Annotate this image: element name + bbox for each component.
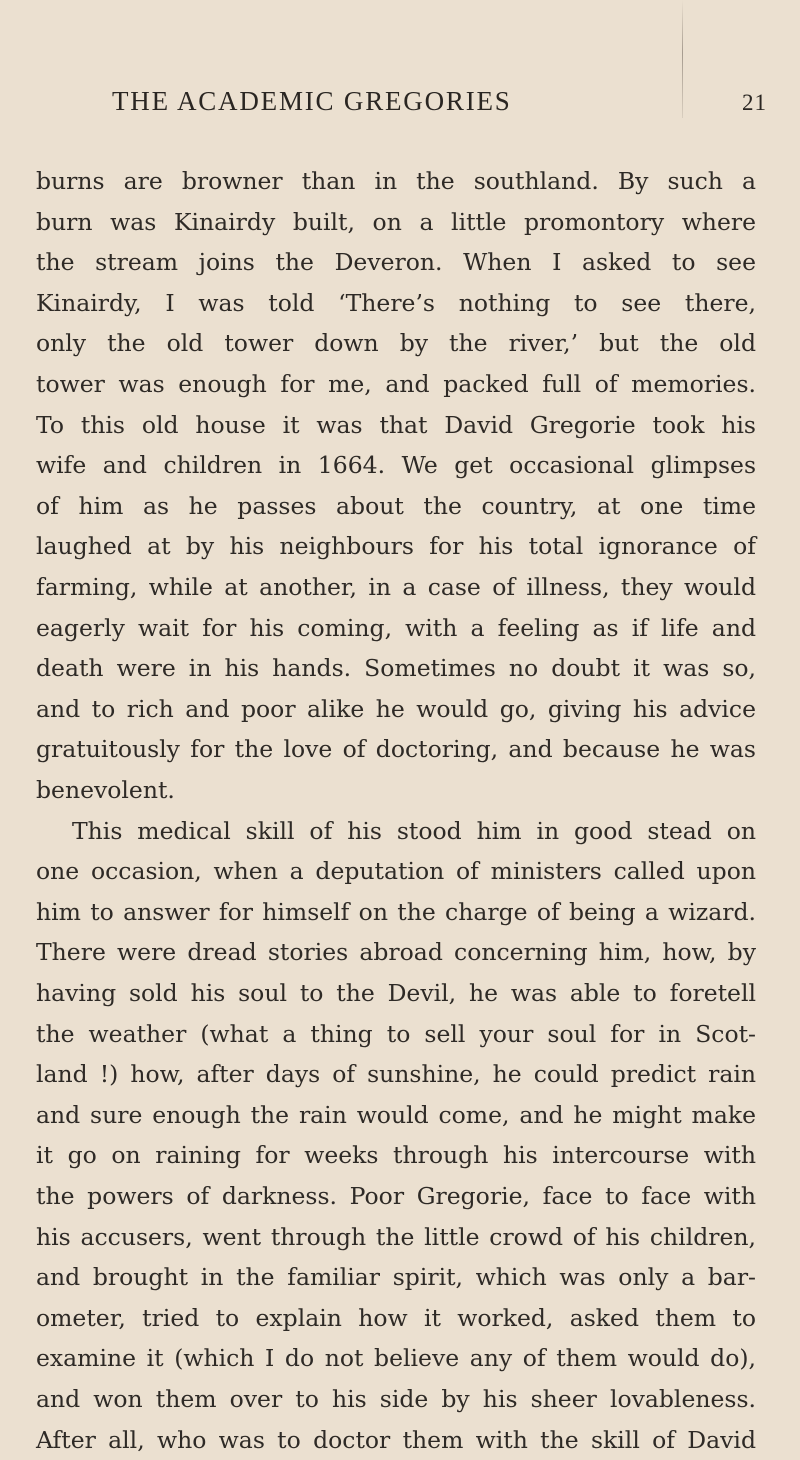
text-line: death were in his hands. Sometimes no doubt it was so, (36, 654, 756, 683)
text-line: There were dread stories abroad concerning him, how, by (36, 938, 756, 967)
text-line: wife and children in 1664. We get occasional glimpses (36, 451, 756, 480)
text-line: the weather (what a thing to sell your soul for in Scot- (36, 1019, 756, 1048)
text-line: his accusers, went through the little crowd of his children, (36, 1222, 756, 1251)
running-head (0, 82, 800, 122)
text-line: the stream joins the Deveron. When I asked to see (36, 248, 756, 277)
text-line: ometer, tried to explain how it worked, asked them to (36, 1303, 756, 1332)
text-line: and brought in the familiar spirit, which was only a bar- (36, 1263, 756, 1292)
text-line: farming, while at another, in a case of illness, they would (36, 573, 756, 601)
paragraph-first-line: This medical skill of his stood him in good stead on (72, 816, 756, 845)
text-line: one occasion, when a deputation of ministers called upon (36, 857, 756, 886)
text-line: and sure enough the rain would come, and he might make (36, 1100, 756, 1129)
text-line: and to rich and poor alike he would go, giving his advice (36, 694, 756, 723)
text-line: burn was Kinairdy built, on a little promontory where (36, 207, 756, 236)
text-line: burns are browner than in the southland. By such a (36, 167, 756, 195)
text-line: gratuitously for the love of doctoring, and because he was (36, 735, 756, 764)
text-line: the powers of darkness. Poor Gregorie, face to face with (36, 1182, 756, 1210)
text-line: eagerly wait for his coming, with a feeling as if life and (36, 613, 756, 642)
running-title: THE ACADEMIC GREGORIES (112, 86, 512, 116)
text-line: having sold his soul to the Devil, he was able to foretell (36, 979, 756, 1007)
text-line: it go on raining for weeks through his intercourse with (36, 1141, 756, 1170)
text-line: Kinairdy, I was told ‘There’s nothing to see there, (36, 288, 756, 317)
text-line: land !) how, after days of sunshine, he could predict rain (36, 1060, 756, 1089)
text-line: After all, who was to doctor them with the skill of David (36, 1425, 756, 1454)
page-number: 21 (742, 90, 767, 115)
text-line: of him as he passes about the country, at one time (36, 491, 756, 520)
text-line: him to answer for himself on the charge of being a wizard. (36, 897, 756, 926)
text-line: only the old tower down by the river,’ but the old (36, 329, 756, 358)
text-line: and won them over to his side by his sheer lovableness. (36, 1385, 756, 1413)
text-line: benevolent. (36, 776, 175, 804)
text-line: To this old house it was that David Gregorie took his (36, 410, 756, 439)
text-line: examine it (which I do not believe any of them would do), (36, 1344, 756, 1373)
text-line: laughed at by his neighbours for his total ignorance of (36, 532, 756, 561)
text-line: tower was enough for me, and packed full of memories. (36, 370, 756, 398)
